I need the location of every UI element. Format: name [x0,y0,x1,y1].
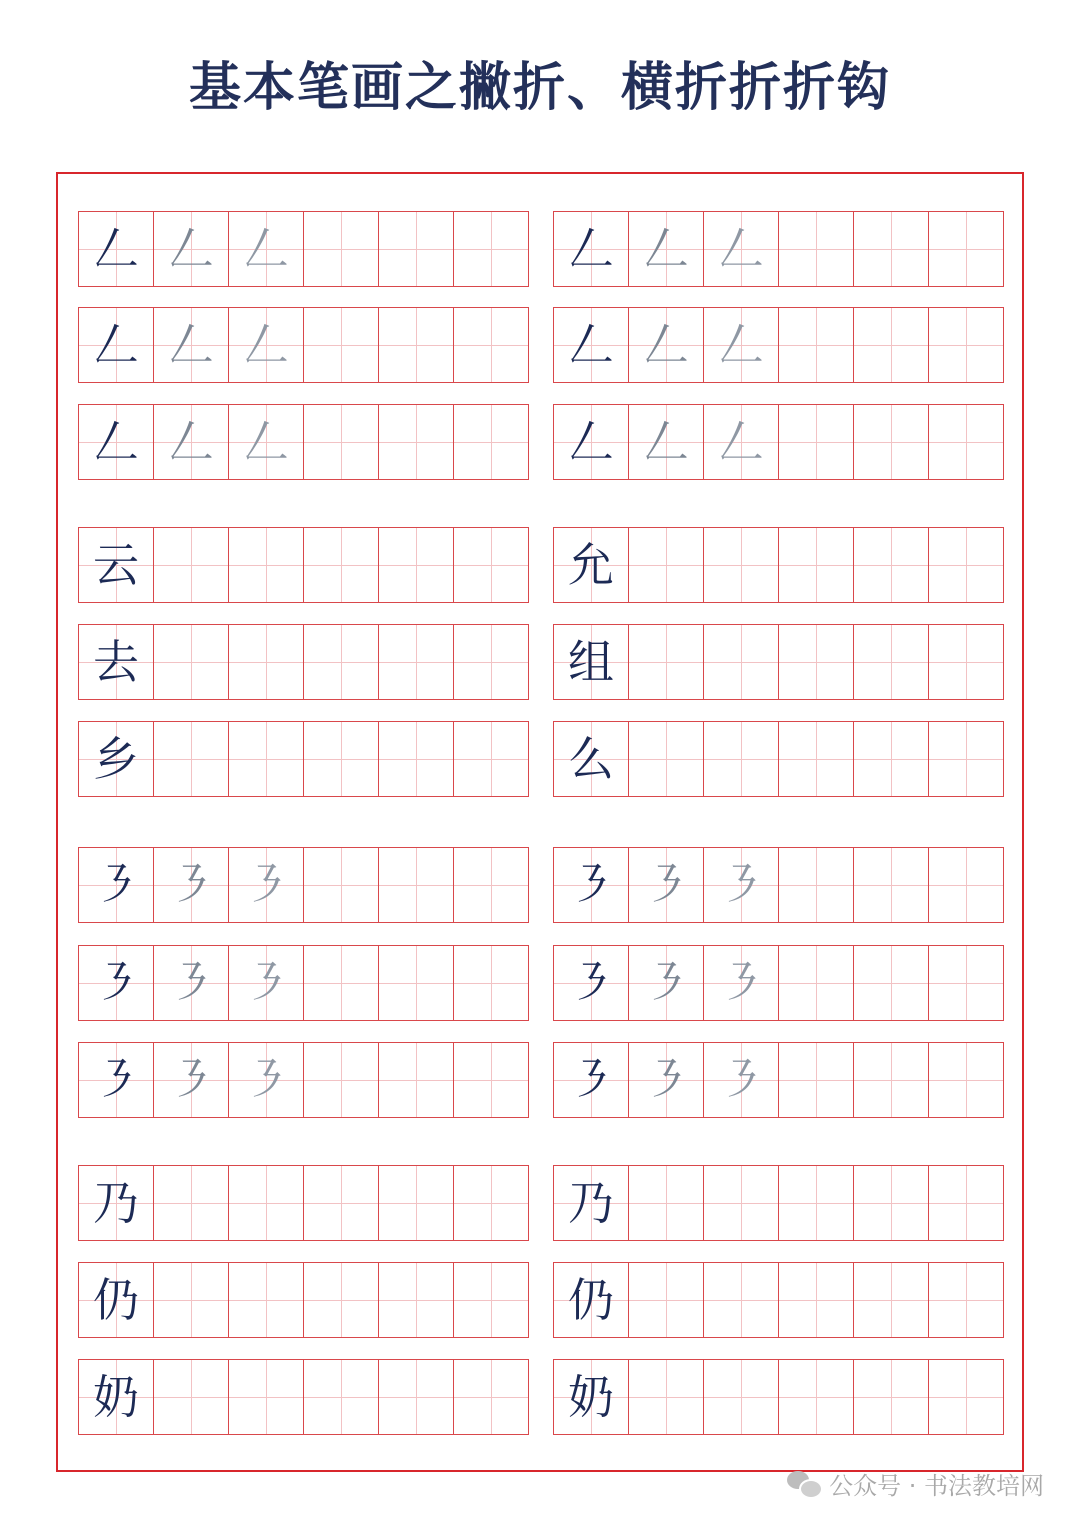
practice-row-right [553,624,1004,700]
trace-character: 𠃋 [718,318,764,372]
tianzige-cell[interactable] [304,212,379,286]
tianzige-cell[interactable] [379,1263,454,1337]
trace-character: 𠃋 [643,318,689,372]
tianzige-cell[interactable] [154,946,229,1020]
tianzige-cell[interactable] [154,405,229,479]
tianzige-cell[interactable] [929,1043,1004,1117]
tianzige-cell[interactable] [304,1360,379,1434]
tianzige-cell[interactable] [779,212,854,286]
practice-row-left [78,527,529,603]
tianzige-cell[interactable] [929,1360,1004,1434]
model-character: 组 [568,635,614,689]
tianzige-cell[interactable] [79,1043,154,1117]
tianzige-cell[interactable] [154,528,229,602]
tianzige-cell[interactable] [629,625,704,699]
wechat-icon [787,1469,821,1497]
tianzige-cell[interactable] [554,528,629,602]
tianzige-cell[interactable] [704,1043,779,1117]
model-character: 云 [93,538,139,592]
tianzige-cell[interactable] [154,1043,229,1117]
tianzige-cell[interactable] [779,722,854,796]
tianzige-cell[interactable] [629,1166,704,1240]
tianzige-cell[interactable] [554,1166,629,1240]
trace-character: 𠃋 [643,222,689,276]
tianzige-cell[interactable] [704,212,779,286]
trace-character: 𠃋 [718,222,764,276]
tianzige-cell[interactable] [229,212,304,286]
trace-character: ㇋ [643,858,689,912]
tianzige-cell[interactable] [79,212,154,286]
tianzige-cell[interactable] [854,212,929,286]
tianzige-cell[interactable] [229,1043,304,1117]
tianzige-cell[interactable] [554,848,629,922]
tianzige-cell[interactable] [229,625,304,699]
tianzige-cell[interactable] [629,212,704,286]
tianzige-cell[interactable] [154,1263,229,1337]
tianzige-cell[interactable] [854,946,929,1020]
tianzige-cell[interactable] [929,625,1004,699]
model-character: 乡 [93,732,139,786]
tianzige-cell[interactable] [854,1043,929,1117]
tianzige-cell[interactable] [779,405,854,479]
tianzige-cell[interactable] [304,528,379,602]
tianzige-cell[interactable] [779,625,854,699]
tianzige-cell[interactable] [779,308,854,382]
watermark-text: 公众号 · 书法教培网 [829,1471,1044,1500]
trace-character: ㇋ [168,956,214,1010]
tianzige-cell[interactable] [79,1166,154,1240]
practice-row-left [78,211,529,287]
tianzige-cell[interactable] [379,405,454,479]
tianzige-cell[interactable] [779,1263,854,1337]
tianzige-cell[interactable] [854,848,929,922]
trace-character: 𠃋 [243,415,289,469]
tianzige-cell[interactable] [929,848,1004,922]
tianzige-cell[interactable] [454,848,529,922]
tianzige-cell[interactable] [454,1263,529,1337]
model-character: 乃 [93,1176,139,1230]
trace-character: 𠃋 [718,415,764,469]
tianzige-cell[interactable] [304,1166,379,1240]
practice-row-right [553,1165,1004,1241]
tianzige-cell[interactable] [304,1263,379,1337]
model-character: ㇋ [568,858,614,912]
practice-row-left [78,307,529,383]
trace-character: 𠃋 [168,222,214,276]
tianzige-cell[interactable] [704,1166,779,1240]
tianzige-cell[interactable] [304,625,379,699]
tianzige-cell[interactable] [229,1166,304,1240]
practice-row-left [78,1165,529,1241]
tianzige-cell[interactable] [79,1360,154,1434]
trace-character: ㇋ [643,956,689,1010]
tianzige-cell[interactable] [854,1263,929,1337]
model-character: ㇋ [93,1053,139,1107]
tianzige-cell[interactable] [229,528,304,602]
tianzige-cell[interactable] [704,946,779,1020]
tianzige-cell[interactable] [704,625,779,699]
trace-character: 𠃋 [243,318,289,372]
tianzige-cell[interactable] [229,308,304,382]
practice-row-right [553,1359,1004,1435]
tianzige-cell[interactable] [704,528,779,602]
trace-character: ㇋ [243,858,289,912]
tianzige-cell[interactable] [629,946,704,1020]
tianzige-cell[interactable] [79,528,154,602]
practice-row-left [78,1042,529,1118]
tianzige-cell[interactable] [454,1166,529,1240]
tianzige-cell[interactable] [229,848,304,922]
tianzige-cell[interactable] [454,1360,529,1434]
tianzige-cell[interactable] [554,1043,629,1117]
tianzige-cell[interactable] [229,946,304,1020]
tianzige-cell[interactable] [929,1263,1004,1337]
practice-row-left [78,945,529,1021]
tianzige-cell[interactable] [454,308,529,382]
practice-row-right [553,721,1004,797]
tianzige-cell[interactable] [379,528,454,602]
trace-character: ㇋ [718,858,764,912]
tianzige-cell[interactable] [704,1360,779,1434]
tianzige-cell[interactable] [854,308,929,382]
tianzige-cell[interactable] [154,625,229,699]
tianzige-cell[interactable] [629,308,704,382]
tianzige-cell[interactable] [554,625,629,699]
trace-character: 𠃋 [643,415,689,469]
tianzige-cell[interactable] [854,405,929,479]
tianzige-cell[interactable] [379,308,454,382]
tianzige-cell[interactable] [704,722,779,796]
model-character: 仍 [568,1273,614,1327]
tianzige-cell[interactable] [154,308,229,382]
model-character: 乃 [568,1176,614,1230]
trace-character: ㇋ [243,1053,289,1107]
tianzige-cell[interactable] [454,1043,529,1117]
tianzige-cell[interactable] [454,528,529,602]
trace-character: ㇋ [243,956,289,1010]
tianzige-cell[interactable] [379,722,454,796]
tianzige-cell[interactable] [554,1360,629,1434]
tianzige-cell[interactable] [229,722,304,796]
model-character: 𠃋 [568,415,614,469]
tianzige-cell[interactable] [79,1263,154,1337]
tianzige-cell[interactable] [629,722,704,796]
model-character: 奶 [568,1370,614,1424]
tianzige-cell[interactable] [779,946,854,1020]
model-character: 去 [93,635,139,689]
tianzige-cell[interactable] [629,1360,704,1434]
practice-row-left [78,624,529,700]
tianzige-cell[interactable] [454,722,529,796]
trace-character: 𠃋 [168,318,214,372]
tianzige-cell[interactable] [779,1043,854,1117]
tianzige-cell[interactable] [379,848,454,922]
model-character: 奶 [93,1370,139,1424]
tianzige-cell[interactable] [929,528,1004,602]
tianzige-cell[interactable] [554,946,629,1020]
practice-row-right [553,847,1004,923]
practice-row-right [553,1042,1004,1118]
practice-row-left [78,1359,529,1435]
practice-row-right [553,307,1004,383]
tianzige-cell[interactable] [704,848,779,922]
practice-row-right [553,945,1004,1021]
tianzige-cell[interactable] [304,1043,379,1117]
trace-character: ㇋ [718,956,764,1010]
tianzige-cell[interactable] [929,722,1004,796]
model-character: ㇋ [568,956,614,1010]
model-character: 允 [568,538,614,592]
trace-character: ㇋ [643,1053,689,1107]
tianzige-cell[interactable] [79,625,154,699]
practice-row-right [553,211,1004,287]
tianzige-cell[interactable] [379,625,454,699]
practice-row-right [553,1262,1004,1338]
tianzige-cell[interactable] [304,308,379,382]
model-character: 𠃋 [93,222,139,276]
watermark [787,1467,1044,1499]
model-character: 𠃋 [568,318,614,372]
tianzige-cell[interactable] [629,405,704,479]
tianzige-cell[interactable] [454,212,529,286]
page-title: 基本笔画之撇折、横折折折钩 [188,58,891,118]
tianzige-cell[interactable] [454,405,529,479]
practice-row-left [78,1262,529,1338]
tianzige-cell[interactable] [79,722,154,796]
tianzige-cell[interactable] [454,946,529,1020]
practice-row-right [553,527,1004,603]
tianzige-cell[interactable] [304,848,379,922]
tianzige-cell[interactable] [854,625,929,699]
tianzige-cell[interactable] [929,946,1004,1020]
model-character: ㇋ [568,1053,614,1107]
tianzige-cell[interactable] [779,528,854,602]
model-character: ㇋ [93,858,139,912]
practice-row-right [553,404,1004,480]
tianzige-cell[interactable] [704,1263,779,1337]
tianzige-cell[interactable] [154,1360,229,1434]
tianzige-cell[interactable] [854,1360,929,1434]
trace-character: ㇋ [168,1053,214,1107]
tianzige-cell[interactable] [854,528,929,602]
tianzige-cell[interactable] [229,405,304,479]
practice-frame [56,172,1024,1472]
tianzige-cell[interactable] [154,212,229,286]
tianzige-cell[interactable] [554,405,629,479]
tianzige-cell[interactable] [554,212,629,286]
trace-character: ㇋ [168,858,214,912]
model-character: 𠃋 [568,222,614,276]
tianzige-cell[interactable] [779,1360,854,1434]
tianzige-cell[interactable] [379,1043,454,1117]
tianzige-cell[interactable] [629,528,704,602]
model-character: ㇋ [93,956,139,1010]
tianzige-cell[interactable] [629,1263,704,1337]
tianzige-cell[interactable] [554,722,629,796]
tianzige-cell[interactable] [629,1043,704,1117]
tianzige-cell[interactable] [704,308,779,382]
tianzige-cell[interactable] [854,722,929,796]
tianzige-cell[interactable] [229,1263,304,1337]
tianzige-cell[interactable] [929,308,1004,382]
model-character: 仍 [93,1273,139,1327]
tianzige-cell[interactable] [79,308,154,382]
tianzige-cell[interactable] [929,212,1004,286]
tianzige-cell[interactable] [379,1166,454,1240]
tianzige-cell[interactable] [554,1263,629,1337]
trace-character: 𠃋 [243,222,289,276]
tianzige-cell[interactable] [854,1166,929,1240]
model-character: 𠃋 [93,318,139,372]
model-character: 么 [568,732,614,786]
tianzige-cell[interactable] [304,946,379,1020]
trace-character: ㇋ [718,1053,764,1107]
tianzige-cell[interactable] [79,946,154,1020]
tianzige-cell[interactable] [629,848,704,922]
tianzige-cell[interactable] [154,722,229,796]
tianzige-cell[interactable] [79,848,154,922]
tianzige-cell[interactable] [229,1360,304,1434]
tianzige-cell[interactable] [379,946,454,1020]
practice-row-left [78,404,529,480]
model-character: 𠃋 [93,415,139,469]
tianzige-cell[interactable] [779,1166,854,1240]
tianzige-cell[interactable] [304,405,379,479]
tianzige-cell[interactable] [704,405,779,479]
tianzige-cell[interactable] [929,405,1004,479]
trace-character: 𠃋 [168,415,214,469]
tianzige-cell[interactable] [79,405,154,479]
tianzige-cell[interactable] [154,1166,229,1240]
practice-row-left [78,847,529,923]
tianzige-cell[interactable] [929,1166,1004,1240]
tianzige-cell[interactable] [554,308,629,382]
practice-row-left [78,721,529,797]
tianzige-cell[interactable] [779,848,854,922]
tianzige-cell[interactable] [154,848,229,922]
tianzige-cell[interactable] [454,625,529,699]
tianzige-cell[interactable] [379,1360,454,1434]
tianzige-cell[interactable] [379,212,454,286]
tianzige-cell[interactable] [304,722,379,796]
